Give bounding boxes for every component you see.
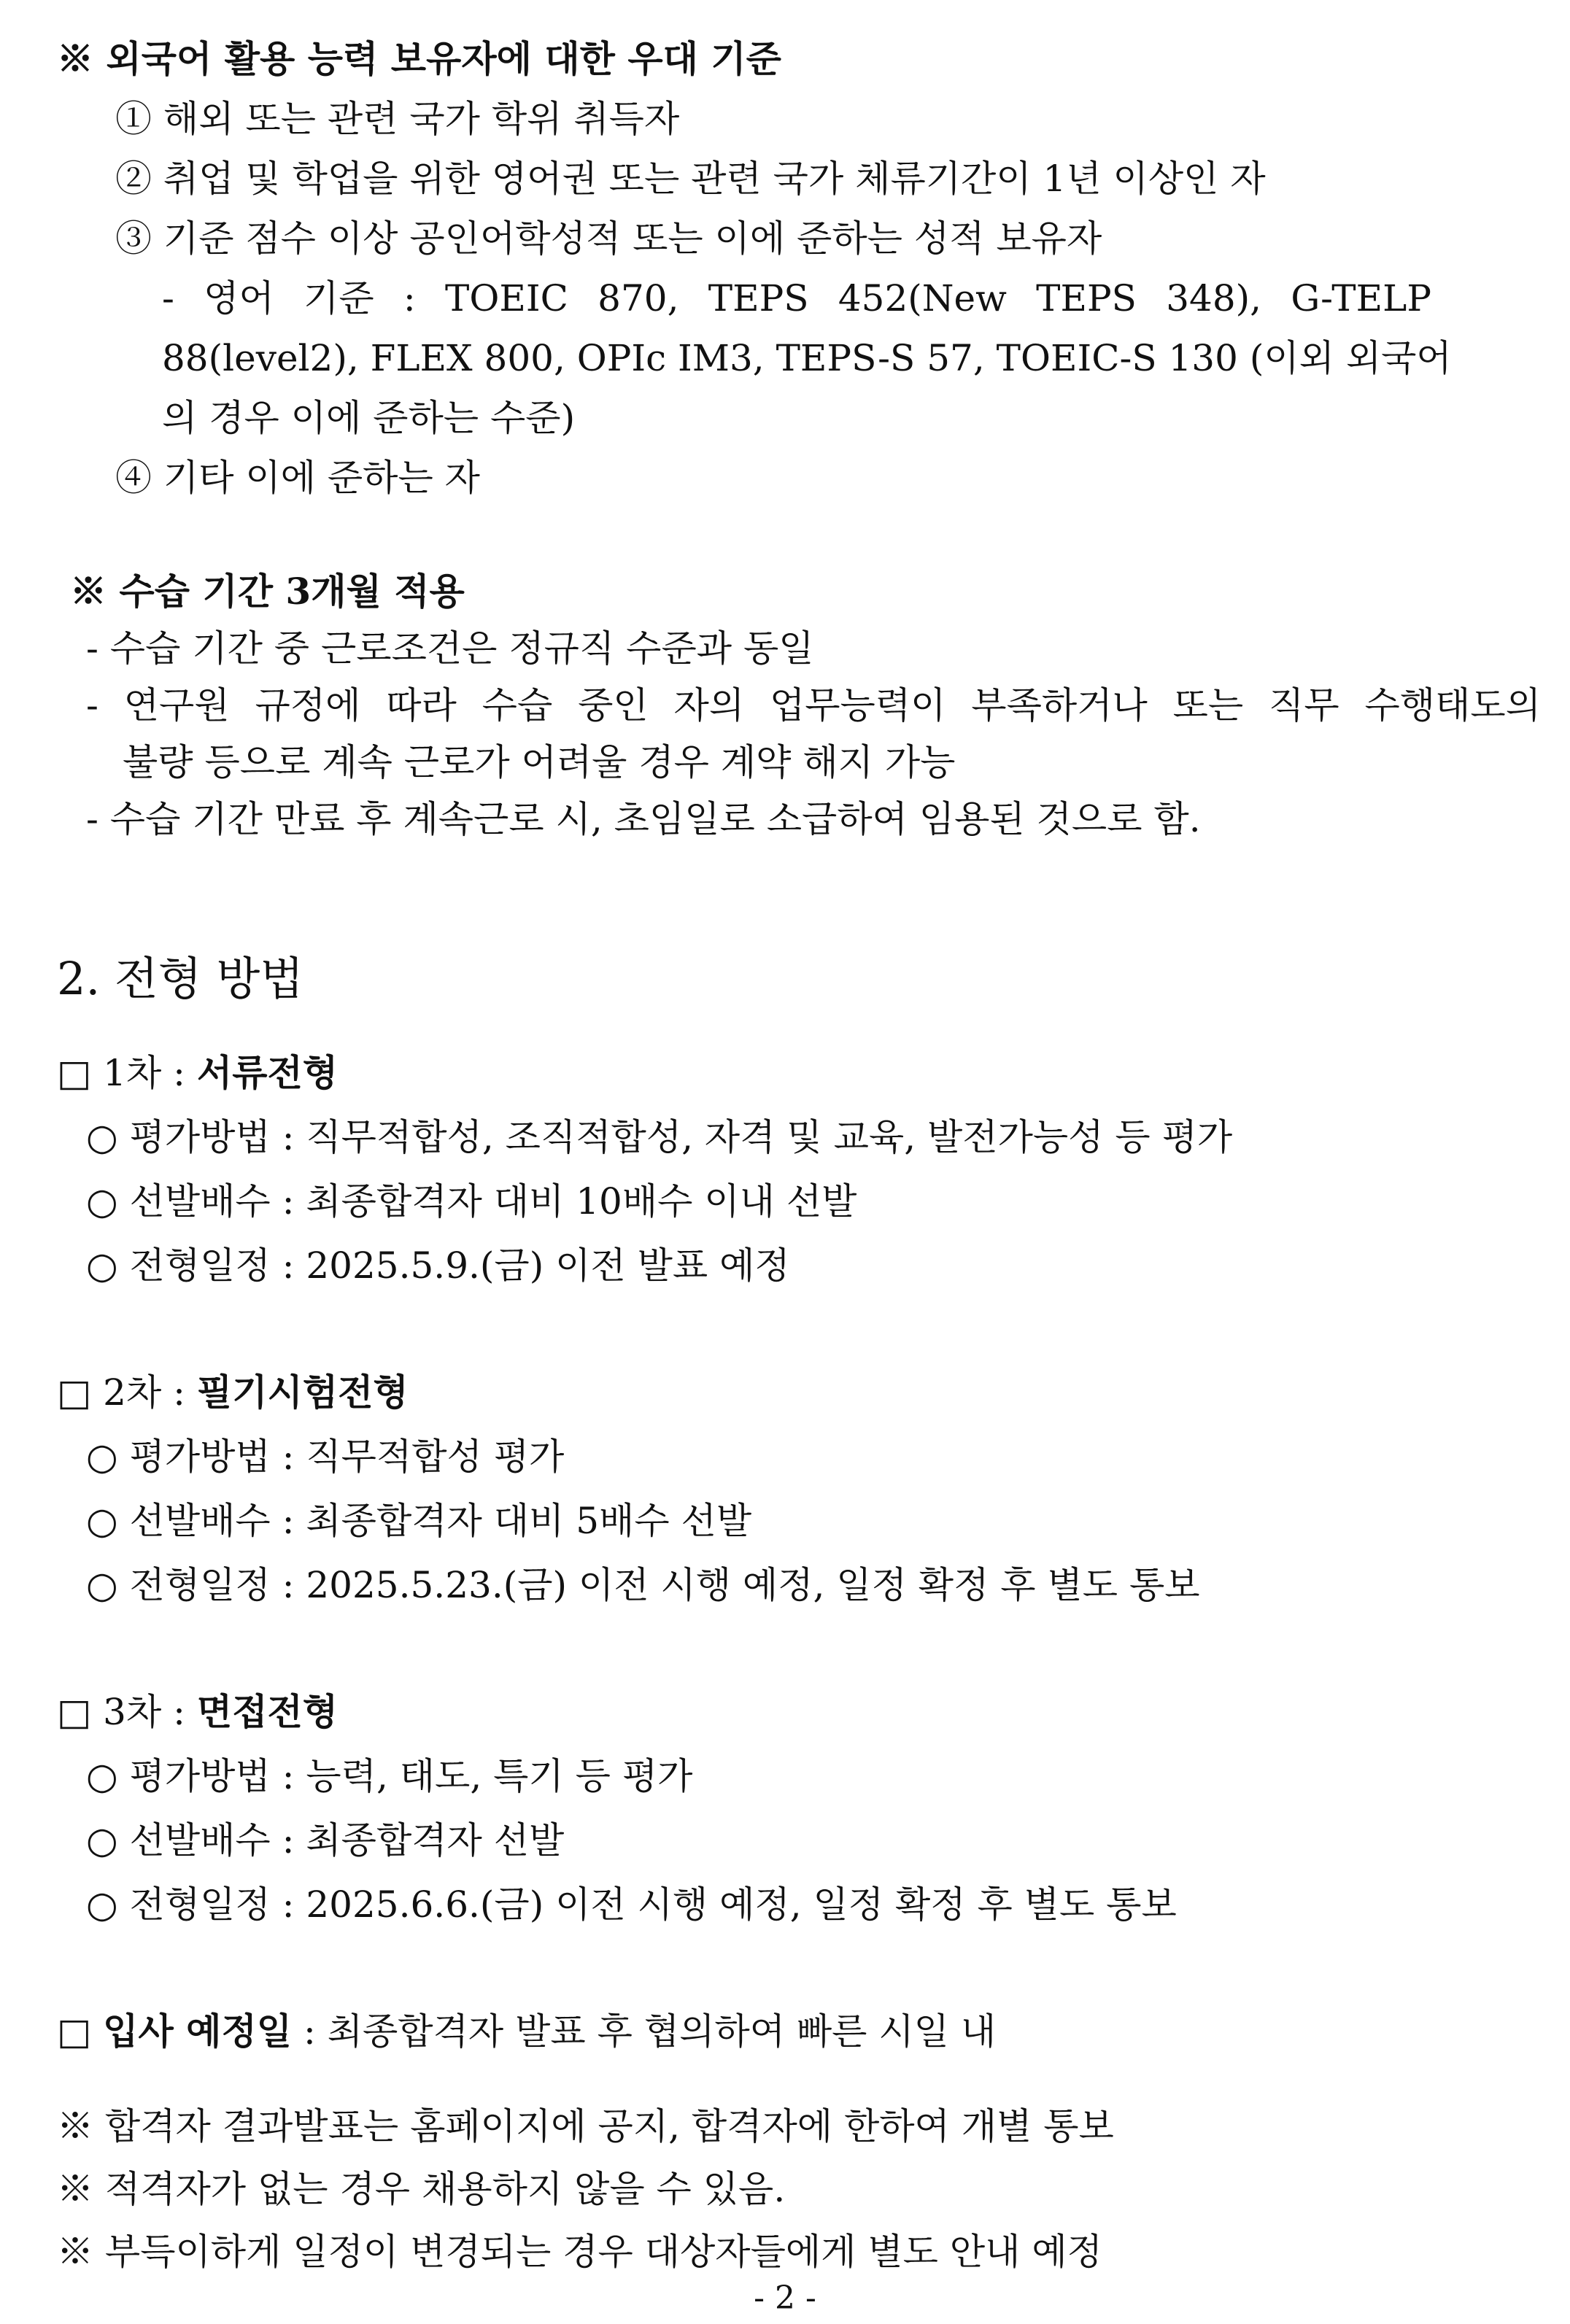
probation-heading: ※ 수습 기간 3개월 적용 <box>70 570 465 613</box>
preference-criteria-heading: ※ 외국어 활용 능력 보유자에 대한 우대 기준 <box>57 37 781 80</box>
probation-line-2: - 연구원 규정에 따라 수습 중인 자의 업무능력이 부족하거나 또는 직무 수행태도의 <box>86 684 1541 727</box>
stage-2-ratio: ○ 선발배수 : 최종합격자 대비 5배수 선발 <box>86 1500 752 1542</box>
checkbox-icon: □ <box>57 1691 92 1733</box>
probation-line-1: - 수습 기간 중 근로조건은 정규직 수준과 동일 <box>86 627 814 670</box>
stage-2-name: 필기시험전형 <box>196 1371 409 1414</box>
stage-1-name: 서류전형 <box>196 1051 339 1094</box>
note-1: ※ 합격자 결과발표는 홈페이지에 공지, 합격자에 한하여 개별 통보 <box>57 2105 1114 2147</box>
stage-2-heading <box>57 1367 409 1418</box>
stage-3-ratio: ○ 선발배수 : 최종합격자 선발 <box>86 1819 565 1862</box>
hire-date-label: 입사 예정일 <box>103 2010 293 2053</box>
page-number: - 2 - <box>754 2280 816 2317</box>
checkbox-icon: □ <box>57 2010 92 2053</box>
stage-3-method: ○ 평가방법 : 능력, 태도, 특기 등 평가 <box>86 1755 693 1797</box>
hire-date-text: : 최종합격자 발표 후 협의하여 빠른 시일 내 <box>292 2010 997 2053</box>
criteria-item-3: ③ 기준 점수 이상 공인어학성적 또는 이에 준하는 성적 보유자 <box>115 217 1102 260</box>
english-criteria-line-1: - 영어 기준 : TOEIC 870, TEPS 452(New TEPS 348), G-TELP <box>162 277 1431 319</box>
stage-1-prefix: 1차 : <box>103 1052 197 1094</box>
criteria-item-4: ④ 기타 이에 준하는 자 <box>115 457 480 499</box>
probation-line-3: 불량 등으로 계속 근로가 어려울 경우 계약 해지 가능 <box>123 741 956 783</box>
stage-1-heading <box>57 1047 338 1099</box>
hire-date-line <box>57 2006 996 2057</box>
stage-3-schedule: ○ 전형일정 : 2025.6.6.(금) 이전 시행 예정, 일정 확정 후 별도 통보 <box>86 1883 1177 1926</box>
stage-3-heading <box>57 1686 338 1738</box>
checkbox-icon: □ <box>57 1371 92 1414</box>
stage-1-schedule: ○ 전형일정 : 2025.5.9.(금) 이전 발표 예정 <box>86 1244 790 1287</box>
note-3: ※ 부득이하게 일정이 변경되는 경우 대상자들에게 별도 안내 예정 <box>57 2231 1102 2273</box>
stage-2-prefix: 2차 : <box>103 1371 197 1414</box>
section-title: 2. 전형 방법 <box>57 952 304 1005</box>
note-2: ※ 적격자가 없는 경우 채용하지 않을 수 있음. <box>57 2168 786 2210</box>
stage-3-name: 면접전형 <box>196 1690 339 1733</box>
stage-2-schedule: ○ 전형일정 : 2025.5.23.(금) 이전 시행 예정, 일정 확정 후 별도 통보 <box>86 1564 1200 1606</box>
stage-2-method: ○ 평가방법 : 직무적합성 평가 <box>86 1436 565 1478</box>
stage-1-ratio: ○ 선발배수 : 최종합격자 대비 10배수 이내 선발 <box>86 1180 857 1223</box>
criteria-item-1: ① 해외 또는 관련 국가 학위 취득자 <box>115 98 680 140</box>
checkbox-icon: □ <box>57 1052 92 1094</box>
probation-line-4: - 수습 기간 만료 후 계속근로 시, 초임일로 소급하여 임용된 것으로 함. <box>86 798 1201 840</box>
criteria-item-2: ② 취업 및 학업을 위한 영어권 또는 관련 국가 체류기간이 1년 이상인 자 <box>115 158 1266 200</box>
english-criteria-line-3: 의 경우 이에 준하는 수준) <box>162 397 576 439</box>
stage-3-prefix: 3차 : <box>103 1691 197 1733</box>
english-criteria-line-2: 88(level2), FLEX 800, OPIc IM3, TEPS-S 57, TOEIC-S 130 (이외 외국어 <box>162 337 1452 379</box>
stage-1-method: ○ 평가방법 : 직무적합성, 조직적합성, 자격 및 교육, 발전가능성 등 평가 <box>86 1116 1233 1158</box>
